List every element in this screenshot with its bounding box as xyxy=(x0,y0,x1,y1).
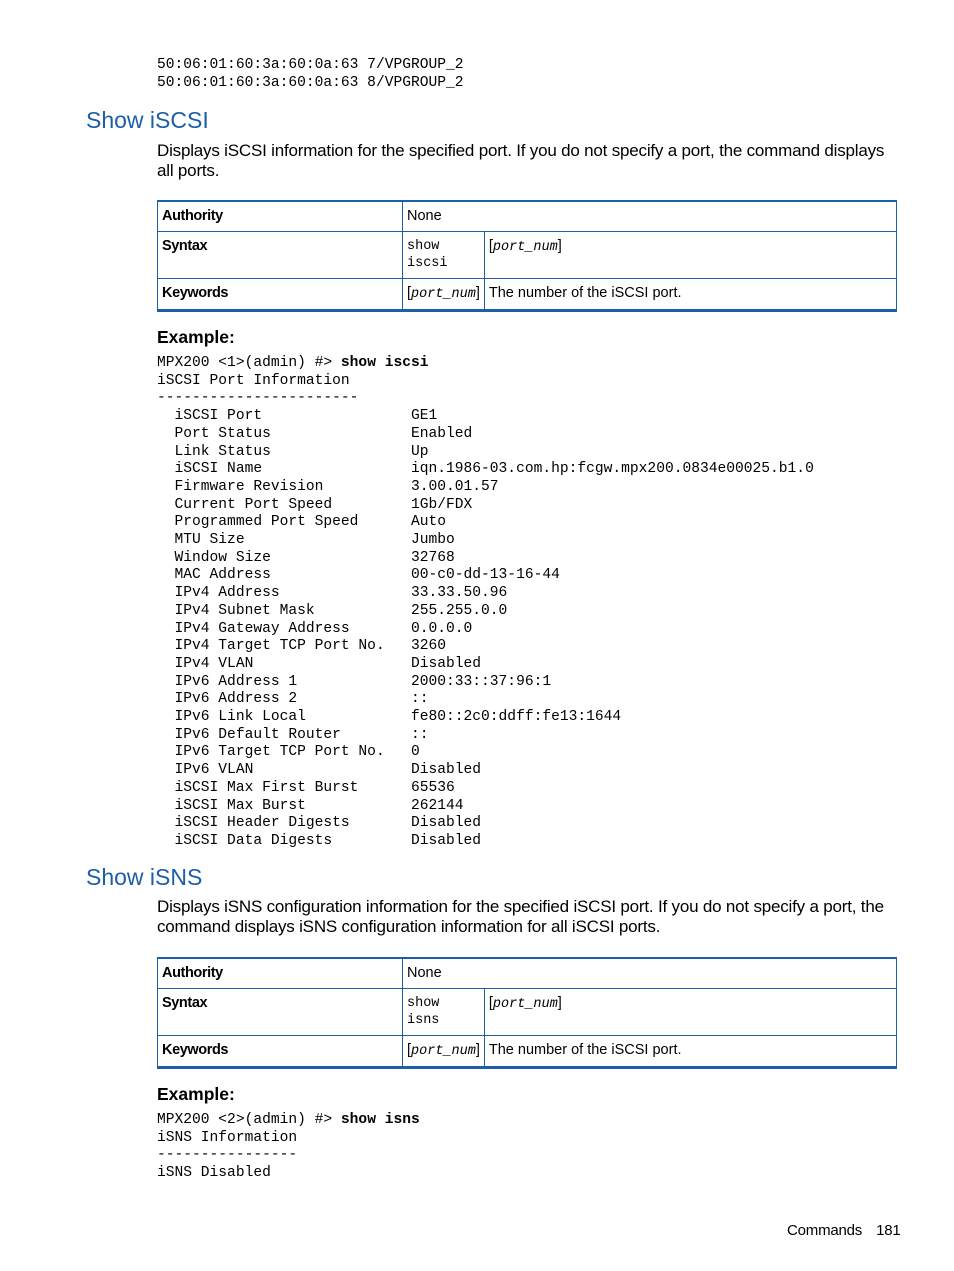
keywords-label: Keywords xyxy=(158,279,403,311)
cli-command: show isns xyxy=(340,1112,420,1128)
page-footer xyxy=(787,1222,901,1239)
cli-output: iSNS Information ---------------- iSNS Disabled xyxy=(157,1129,298,1182)
example-label: Example: xyxy=(157,327,235,347)
page-number: 181 xyxy=(876,1222,901,1239)
keyword-name: [port_num] xyxy=(403,279,485,311)
code-continuation xyxy=(157,57,464,92)
cli-prompt: MPX200 <1>(admin) #> xyxy=(157,355,341,371)
example-label: Example: xyxy=(157,1084,235,1104)
syntax-command: show iscsi xyxy=(403,232,485,279)
code-line: 50:06:01:60:3a:60:0a:63 7/VPGROUP_2 xyxy=(157,57,464,73)
authority-label: Authority xyxy=(158,201,403,232)
cli-prompt: MPX200 <2>(admin) #> xyxy=(157,1112,341,1128)
keyword-name: [port_num] xyxy=(403,1036,485,1068)
command-table xyxy=(157,957,897,1069)
syntax-label: Syntax xyxy=(158,232,403,279)
authority-label: Authority xyxy=(158,958,403,989)
command-table xyxy=(157,200,897,312)
example-code-block xyxy=(157,1112,420,1183)
syntax-command: show isns xyxy=(403,989,485,1036)
section-heading-show-isns: Show iSNS xyxy=(86,864,203,890)
syntax-label: Syntax xyxy=(158,989,403,1036)
section-description: Displays iSNS configuration information for the specified iSCSI port. If you do not specify a port, the command displays iSNS configuration information for all iSCSI ports. xyxy=(157,897,884,936)
authority-value: None xyxy=(403,958,897,989)
section-description: Displays iSCSI information for the specified port. If you do not specify a port, the command displays all ports. xyxy=(157,141,885,180)
keyword-description: The number of the iSCSI port. xyxy=(484,279,896,311)
footer-section-name: Commands xyxy=(787,1222,863,1239)
keywords-label: Keywords xyxy=(158,1036,403,1068)
cli-command: show iscsi xyxy=(340,355,429,371)
authority-value: None xyxy=(403,201,897,232)
syntax-argument: [port_num] xyxy=(484,989,896,1036)
section-heading-show-iscsi: Show iSCSI xyxy=(86,107,209,133)
cli-output: iSCSI Port Information ----------------------- iSCSI Port GE1 Port Status Enabled Link Status Up iSCSI Name iqn.1986-03.com.hp:fcgw.mpx200.0834e00025.b1.0 Firmware Revision 3.00.01.57 Current Port Speed 1Gb/FDX Programmed Port Speed Auto MTU Size Jumbo Window Size 32768 MAC Address 00-c0-dd-13-16-44 IPv4 Address 33.33.50.96 IPv4 Subnet Mask 255.255.0.0 IPv4 Gateway Address 0.0.0.0 IPv4 Target TCP Port No. 3260 IPv4 VLAN Disabled IPv6 Address 1 2000:33::37:96:1 IPv6 Address 2 :: IPv6 Link Local fe80::2c0:ddff:fe13:1644 IPv6 Default Router :: IPv6 Target TCP Port No. 0 IPv6 VLAN Disabled iSCSI Max First Burst 65536 iSCSI Max Burst 262144 iSCSI Header Digests Disabled iSCSI Data Digests Disabled xyxy=(157,372,814,849)
code-line: 50:06:01:60:3a:60:0a:63 8/VPGROUP_2 xyxy=(157,74,464,91)
example-code-block xyxy=(157,355,814,851)
syntax-argument: [port_num] xyxy=(484,232,896,279)
keyword-description: The number of the iSCSI port. xyxy=(484,1036,896,1068)
